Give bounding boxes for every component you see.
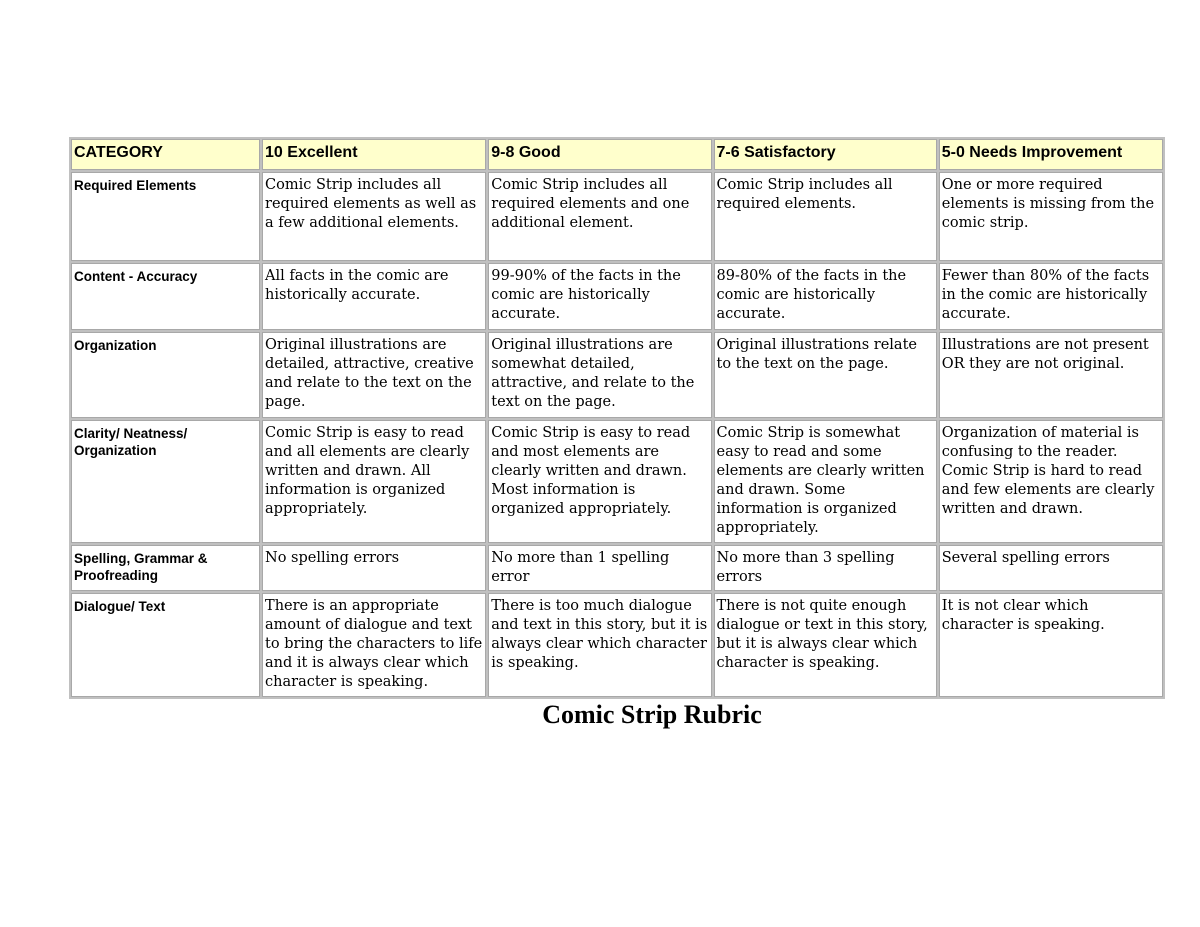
rubric-cell: Fewer than 80% of the facts in the comic are historically accurate.: [939, 263, 1163, 330]
header-needs-improvement: 5-0 Needs Improvement: [939, 139, 1163, 170]
rubric-cell: All facts in the comic are historically accurate.: [262, 263, 486, 330]
rubric-title: Comic Strip Rubric: [542, 700, 762, 729]
table-row: [71, 263, 1163, 330]
header-good: 9-8 Good: [488, 139, 711, 170]
rubric-cell: Comic Strip is easy to read and all elements are clearly written and drawn. All information is organized appropriately.: [262, 420, 486, 543]
rubric-cell: No more than 3 spelling errors: [714, 545, 937, 591]
rubric-cell: Comic Strip is easy to read and most elements are clearly written and drawn. Most information is organized appropriately.: [488, 420, 711, 543]
rubric-cell: 89-80% of the facts in the comic are historically accurate.: [714, 263, 937, 330]
table-row: [71, 332, 1163, 418]
rubric-table: [69, 137, 1165, 699]
table-row: [71, 172, 1163, 262]
table-row: [71, 545, 1163, 591]
rubric-cell: Organization of material is confusing to the reader. Comic Strip is hard to read and few elements are clearly written and drawn.: [939, 420, 1163, 543]
category-cell: Clarity/ Neatness/ Organization: [71, 420, 260, 543]
rubric-cell: No spelling errors: [262, 545, 486, 591]
category-cell: Required Elements: [71, 172, 260, 262]
rubric-cell: Original illustrations are detailed, attractive, creative and relate to the text on the page.: [262, 332, 486, 418]
header-excellent: 10 Excellent: [262, 139, 486, 170]
header-category: CATEGORY: [71, 139, 260, 170]
rubric-cell: Original illustrations are somewhat detailed, attractive, and relate to the text on the page.: [488, 332, 711, 418]
table-row: [71, 420, 1163, 543]
category-cell: Spelling, Grammar & Proofreading: [71, 545, 260, 591]
category-cell: Dialogue/ Text: [71, 593, 260, 697]
rubric-cell: Illustrations are not present OR they are not original.: [939, 332, 1163, 418]
header-satisfactory: 7-6 Satisfactory: [714, 139, 937, 170]
rubric-cell: There is not quite enough dialogue or text in this story, but it is always clear which character is speaking.: [714, 593, 937, 697]
rubric-cell: No more than 1 spelling error: [488, 545, 711, 591]
rubric-cell: One or more required elements is missing from the comic strip.: [939, 172, 1163, 262]
rubric-cell: Comic Strip includes all required elements as well as a few additional elements.: [262, 172, 486, 262]
rubric-cell: Comic Strip includes all required elements.: [714, 172, 937, 262]
rubric-cell: Original illustrations relate to the text on the page.: [714, 332, 937, 418]
header-row: [71, 139, 1163, 170]
category-cell: Organization: [71, 332, 260, 418]
rubric-cell: It is not clear which character is speaking.: [939, 593, 1163, 697]
rubric-cell: Several spelling errors: [939, 545, 1163, 591]
rubric-cell: There is an appropriate amount of dialogue and text to bring the characters to life and it is always clear which character is speaking.: [262, 593, 486, 697]
rubric-cell: Comic Strip is somewhat easy to read and some elements are clearly written and drawn. Some information is organized appropriately.: [714, 420, 937, 543]
table-row: [71, 593, 1163, 697]
rubric-cell: There is too much dialogue and text in this story, but it is always clear which character is speaking.: [488, 593, 711, 697]
rubric-cell: 99-90% of the facts in the comic are historically accurate.: [488, 263, 711, 330]
rubric-cell: Comic Strip includes all required elements and one additional element.: [488, 172, 711, 262]
category-cell: Content - Accuracy: [71, 263, 260, 330]
